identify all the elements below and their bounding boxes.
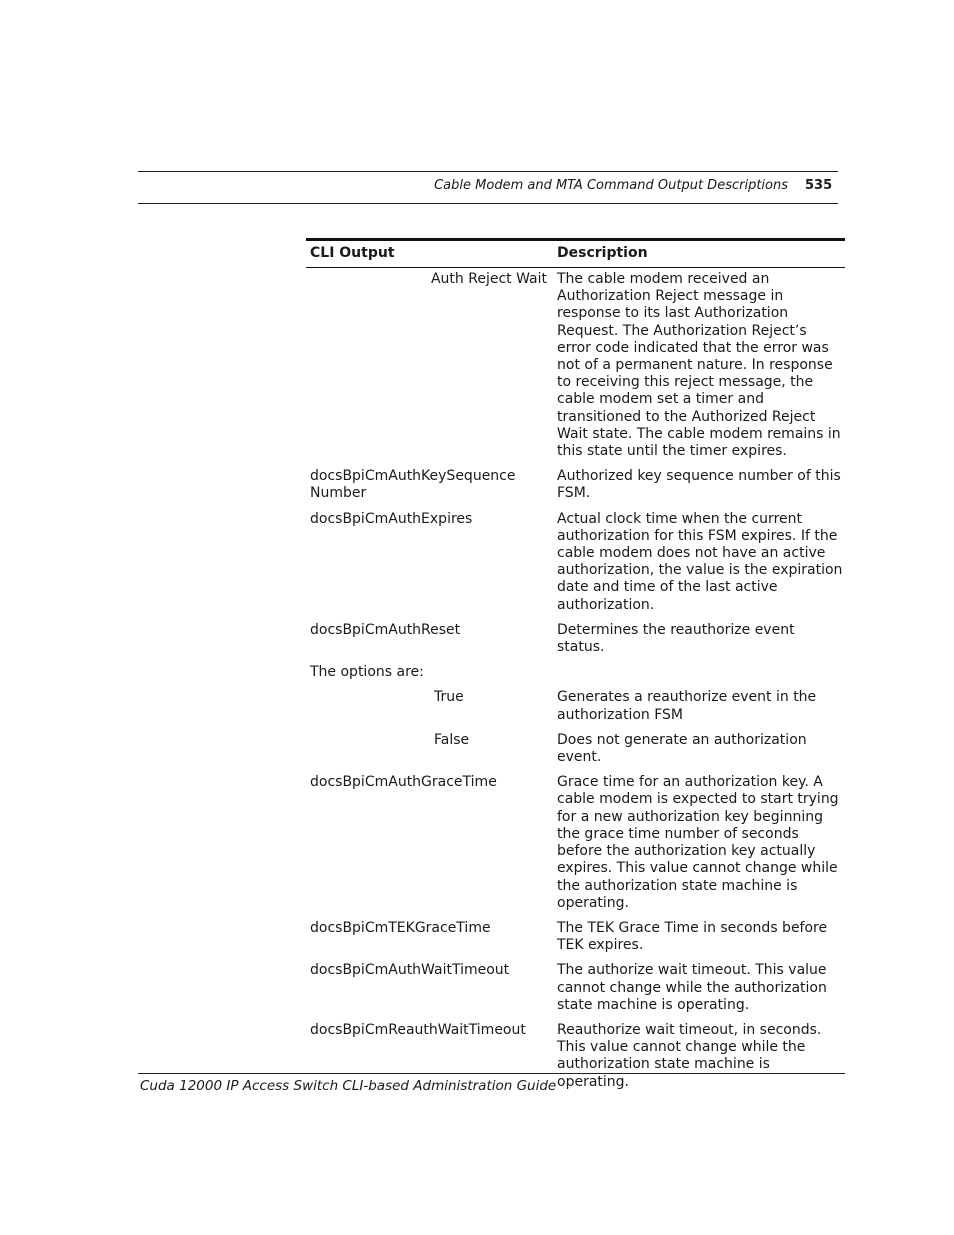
- description-cell: The authorize wait timeout. This value cannot change while the authorization state machine is operating.: [557, 962, 827, 1013]
- table-row: [306, 511, 845, 614]
- cli-output-cell: docsBpiCmAuthWaitTimeout: [310, 962, 510, 979]
- running-head: Cable Modem and MTA Command Output Descriptions: [434, 178, 788, 193]
- description-cell: Generates a reauthorize event in the authorization FSM: [557, 689, 817, 723]
- description-cell: Determines the reauthorize event status.: [557, 621, 795, 656]
- description-cell: Grace time for an authorization key. A cable modem is expected to start trying for a new authorization key beginning the grace time number of seconds before the authorization key actually expires. This value cannot change while the authorization state machine is operating.: [557, 774, 839, 911]
- description-cell: The TEK Grace Time in seconds before TEK expires.: [557, 919, 828, 954]
- table-row: [306, 732, 845, 766]
- table-row: [306, 774, 845, 912]
- column-header-description: Description: [557, 245, 648, 261]
- table-row: [306, 271, 845, 460]
- header-rule-bottom: [138, 203, 838, 204]
- description-cell: Reauthorize wait timeout, in seconds. This value cannot change while the authorization state machine is operating.: [557, 1021, 822, 1090]
- cli-output-cell: docsBpiCmReauthWaitTimeout: [310, 1021, 526, 1038]
- cli-output-cell: docsBpiCmAuthKeySequence Number: [310, 468, 516, 502]
- table-row: [306, 920, 845, 954]
- table-row: [306, 622, 845, 656]
- description-cell: Authorized key sequence number of this FSM.: [557, 468, 841, 502]
- cli-output-cell: The options are:: [310, 664, 424, 681]
- cli-output-cell: docsBpiCmAuthReset: [310, 621, 461, 638]
- footer-title: Cuda 12000 IP Access Switch CLI-based Administration Guide: [140, 1078, 557, 1094]
- cli-output-cell: True: [434, 689, 464, 706]
- description-cell: The cable modem received an Authorization Reject message in response to its last Authorization Request. The Authorization Reject’s error code indicated that the error was not of a permanent nature. In response to receiving this reject message, the cable modem set a timer and transitioned to the Authorized Reject Wait state. The cable modem remains in this state until the timer expires.: [557, 271, 841, 460]
- page-number: 535: [805, 178, 833, 193]
- table-row: [306, 689, 845, 723]
- table-row: [306, 962, 845, 1014]
- description-cell: Actual clock time when the current authorization for this FSM expires. If the cable modem does not have an active authorization, the value is the expiration date and time of the last active authorization.: [557, 510, 843, 613]
- column-header-cli-output: CLI Output: [310, 245, 395, 261]
- table-row: [306, 664, 845, 681]
- table-body: [306, 268, 845, 1091]
- footer-rule: [138, 1073, 845, 1074]
- cli-output-table: [306, 238, 845, 1099]
- cli-output-cell: Auth Reject Wait: [430, 271, 547, 287]
- header-rule-top: [138, 171, 838, 172]
- cli-output-cell: docsBpiCmAuthGraceTime: [310, 774, 497, 791]
- description-cell: [553, 664, 843, 681]
- table-row: [306, 468, 845, 502]
- description-cell: Does not generate an authorization event.: [557, 731, 807, 766]
- cli-output-cell: docsBpiCmTEKGraceTime: [310, 919, 491, 936]
- cli-output-cell: docsBpiCmAuthExpires: [310, 510, 473, 527]
- cli-output-cell: False: [434, 731, 470, 748]
- table-header: [306, 238, 845, 268]
